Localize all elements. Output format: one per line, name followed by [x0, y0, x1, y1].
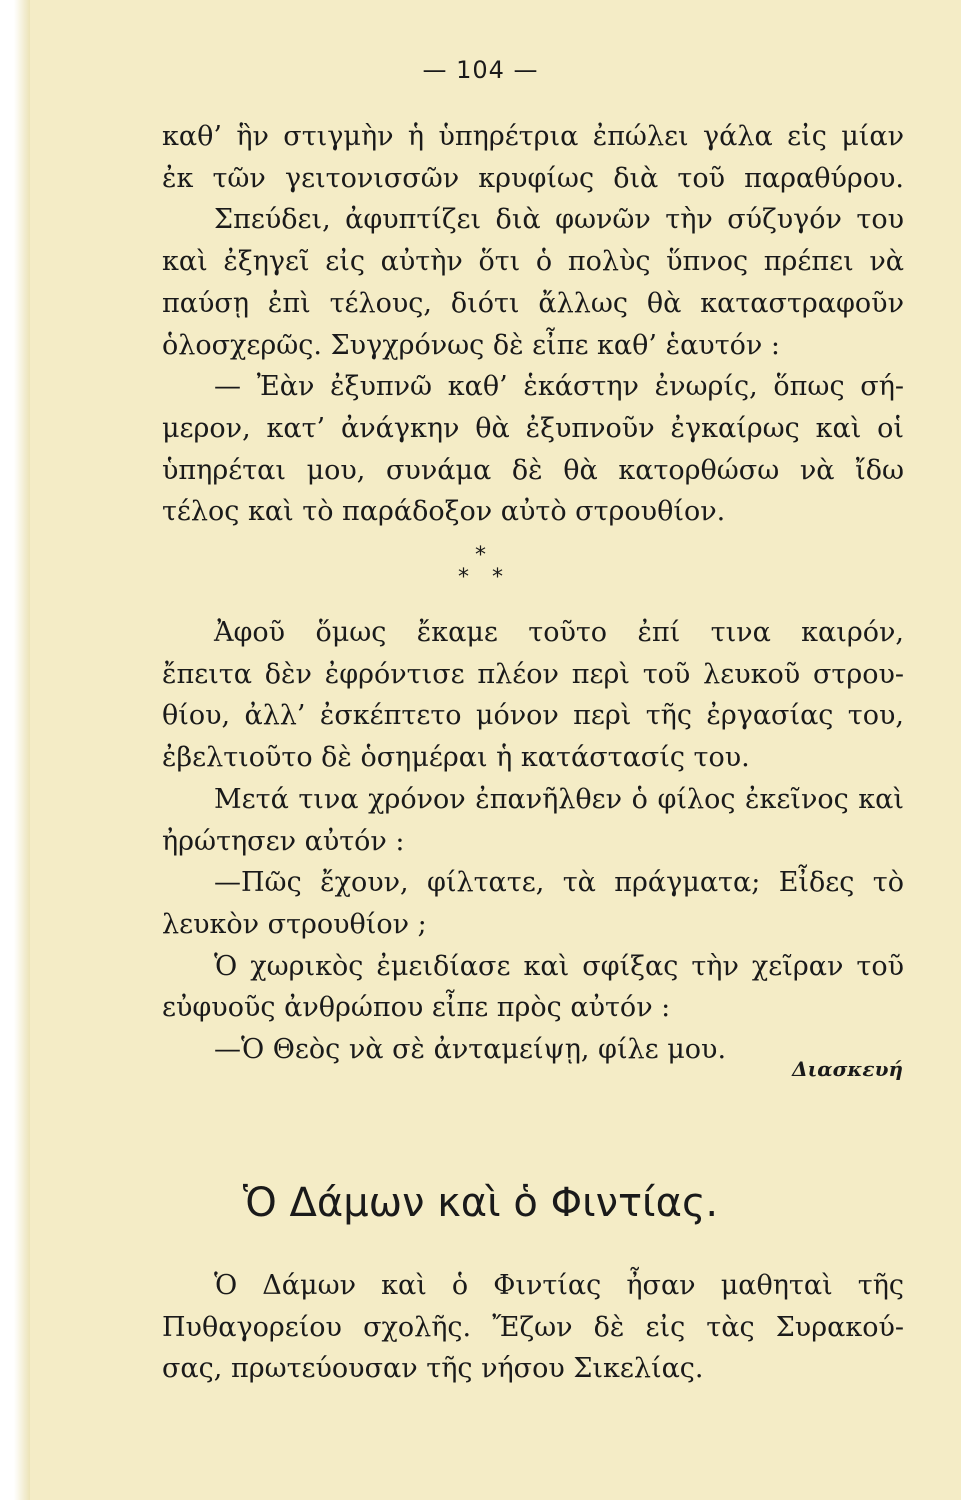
text-line: Σπεύδει, ἀφυπτίζει διὰ φωνῶν τὴν σύζυγόν του [214, 204, 904, 236]
text-line: ἠρώτησεν αὐτόν : [162, 825, 405, 857]
text-line: Μετά τινα χρόνον ἐπανῆλθεν ὁ φίλος ἐκεῖνος καὶ [214, 783, 904, 815]
text-line: ἐβελτιοῦτο δὲ ὁσημέραι ἡ κατάστασίς του. [162, 742, 750, 774]
section-asterism [0, 545, 961, 589]
text-line: —Πῶς ἔχουν, φίλτατε, τὰ πράγματα; Εἶδες τὸ [214, 867, 904, 899]
text-line: λευκὸν στρουθίον ; [162, 908, 427, 940]
asterism-bottom: * * [458, 565, 511, 590]
text-line: παύσῃ ἐπὶ τέλους, διότι ἄλλως θὰ καταστραφοῦν [162, 287, 904, 319]
text-block-top [162, 116, 904, 533]
text-block-bottom [162, 1265, 904, 1390]
page-number: — 104 — [422, 56, 539, 84]
text-line: καθ’ ἣν στιγμὴν ἡ ὑπηρέτρια ἐπώλει γάλα εἰς μίαν [162, 121, 904, 152]
page-edge [0, 0, 30, 1500]
text-line: ἐκ τῶν γειτονισσῶν κρυφίως διὰ τοῦ παραθύρου. [162, 162, 904, 194]
text-line: ὁλοσχερῶς. Συγχρόνως δὲ εἶπε καθ’ ἑαυτόν : [162, 329, 781, 361]
text-line: εὐφυοῦς ἀνθρώπου εἶπε πρὸς αὐτόν : [162, 992, 671, 1024]
text-line: Ὁ Δάμων καὶ ὁ Φιντίας ἦσαν μαθηταὶ τῆς [214, 1270, 904, 1301]
text-line: Ὁ χωρικὸς ἐμειδίασε καὶ σφίξας τὴν χεῖραν τοῦ [214, 950, 904, 982]
text-line: —Ὁ Θεὸς νὰ σὲ ἀνταμείψῃ, φίλε μου. [214, 1034, 727, 1066]
adaptation-note: Διασκευή [792, 1057, 903, 1081]
text-line: ἔπειτα δὲν ἐφρόντισε πλέον περὶ τοῦ λευκοῦ στρου- [162, 658, 904, 690]
story-title: Ὁ Δάμων καὶ ὁ Φιντίας. [242, 1180, 719, 1226]
text-line: θίου, ἀλλ’ ἐσκέπτετο μόνον περὶ τῆς ἐργασίας του, [162, 700, 904, 732]
asterism-top: * [475, 543, 486, 568]
text-line: Πυθαγορείου σχολῆς. Ἔζων δὲ εἰς τὰς Συρακού- [162, 1311, 904, 1343]
text-line: ὑπηρέται μου, συνάμα δὲ θὰ κατορθώσω νὰ ἴδω [162, 454, 904, 486]
text-line: σας, πρωτεύουσαν τῆς νήσου Σικελίας. [162, 1353, 704, 1385]
text-line: μερον, κατ’ ἀνάγκην θὰ ἐξυπνοῦν ἐγκαίρως καὶ οἱ [162, 412, 904, 444]
text-line: Ἀφοῦ ὅμως ἔκαμε τοῦτο ἐπί τινα καιρόν, [214, 617, 904, 648]
text-line: καὶ ἐξηγεῖ εἰς αὐτὴν ὅτι ὁ πολὺς ὕπνος πρέπει νὰ [162, 246, 904, 278]
text-block-middle [162, 612, 904, 1071]
text-line: — Ἐὰν ἐξυπνῶ καθ’ ἑκάστην ἐνωρίς, ὅπως σή- [214, 371, 904, 403]
text-line: τέλος καὶ τὸ παράδοξον αὐτὸ στρουθίον. [162, 496, 726, 528]
